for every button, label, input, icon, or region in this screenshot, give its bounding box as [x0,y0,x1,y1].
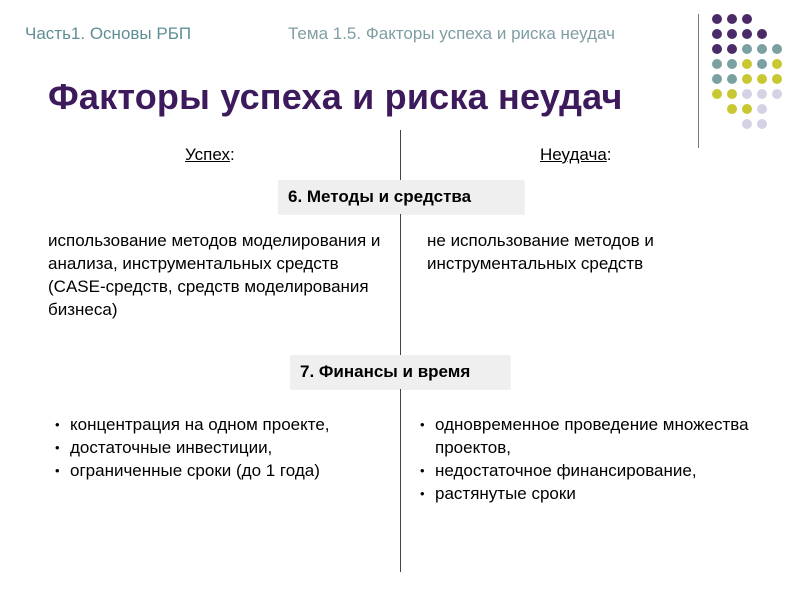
header-part: Часть1. Основы РБП [25,24,192,43]
decorative-dot [727,59,737,69]
decorative-dot [757,104,767,114]
decorative-dot [742,59,752,69]
decorative-dot [757,74,767,84]
decorative-dot [757,29,767,39]
failure-colon: : [606,145,612,164]
bullet-icon: • [420,463,425,478]
list-item [55,413,385,436]
decorative-dot-grid [712,14,782,134]
decorative-dot [727,29,737,39]
list-item [420,413,780,459]
decorative-dot [742,104,752,114]
bullet-icon: • [420,417,425,432]
decorative-dot [757,119,767,129]
decorative-dot [712,89,722,99]
decorative-dot [727,44,737,54]
list-item-text: ограниченные сроки (до 1 года) [70,461,320,480]
list-item-text: недостаточное финансирование, [435,461,697,480]
section-label-finance: 7. Финансы и время [290,355,510,389]
success-colon: : [229,145,235,164]
list-item [55,436,385,459]
header-topic: Тема 1.5. Факторы успеха и риска неудач [288,24,615,43]
bullet-icon: • [420,486,425,501]
list-item-text: концентрация на одном проекте, [70,415,330,434]
decorative-dot [757,59,767,69]
decorative-dot [742,74,752,84]
decorative-dot [727,74,737,84]
decorative-dot [772,74,782,84]
decorative-dot [712,59,722,69]
failure-label: Неудача [540,145,607,164]
list-item [420,459,780,482]
bullet-icon: • [55,440,60,455]
bullet-icon: • [55,463,60,478]
decorative-dot [742,119,752,129]
success-column-header [185,145,235,165]
list-item [420,482,780,505]
success-label: Успех [185,145,230,164]
decorative-dot [712,44,722,54]
bullet-icon: • [55,417,60,432]
decorative-dot [742,89,752,99]
finance-success-list [55,413,385,482]
decorative-dot [742,29,752,39]
decorative-dot [712,14,722,24]
decorative-dot [757,44,767,54]
decorative-dot [757,89,767,99]
decorative-dot [742,14,752,24]
methods-success-text: использование методов моделирования и анализа, инструментальных средств (CASE-средств, средств моделирования бизнеса) [48,231,381,319]
decorative-dot [712,29,722,39]
decorative-dot [727,89,737,99]
page-title: Факторы успеха и риска неудач [48,76,623,117]
list-item-text: растянутые сроки [435,484,576,503]
list-item-text: достаточные инвестиции, [70,438,273,457]
decorative-vertical-line [698,14,699,148]
list-item-text: одновременное проведение множества проектов, [435,415,749,457]
finance-failure-list [420,413,780,505]
list-item [55,459,385,482]
decorative-dot [772,44,782,54]
section-label-methods: 6. Методы и средства [278,180,524,214]
failure-column-header [540,145,612,165]
decorative-dot [727,104,737,114]
decorative-dot [772,89,782,99]
methods-failure-text: не использование методов и инструментальных средств [427,231,654,273]
decorative-dot [712,74,722,84]
decorative-dot [727,14,737,24]
decorative-dot [742,44,752,54]
decorative-dot [772,59,782,69]
